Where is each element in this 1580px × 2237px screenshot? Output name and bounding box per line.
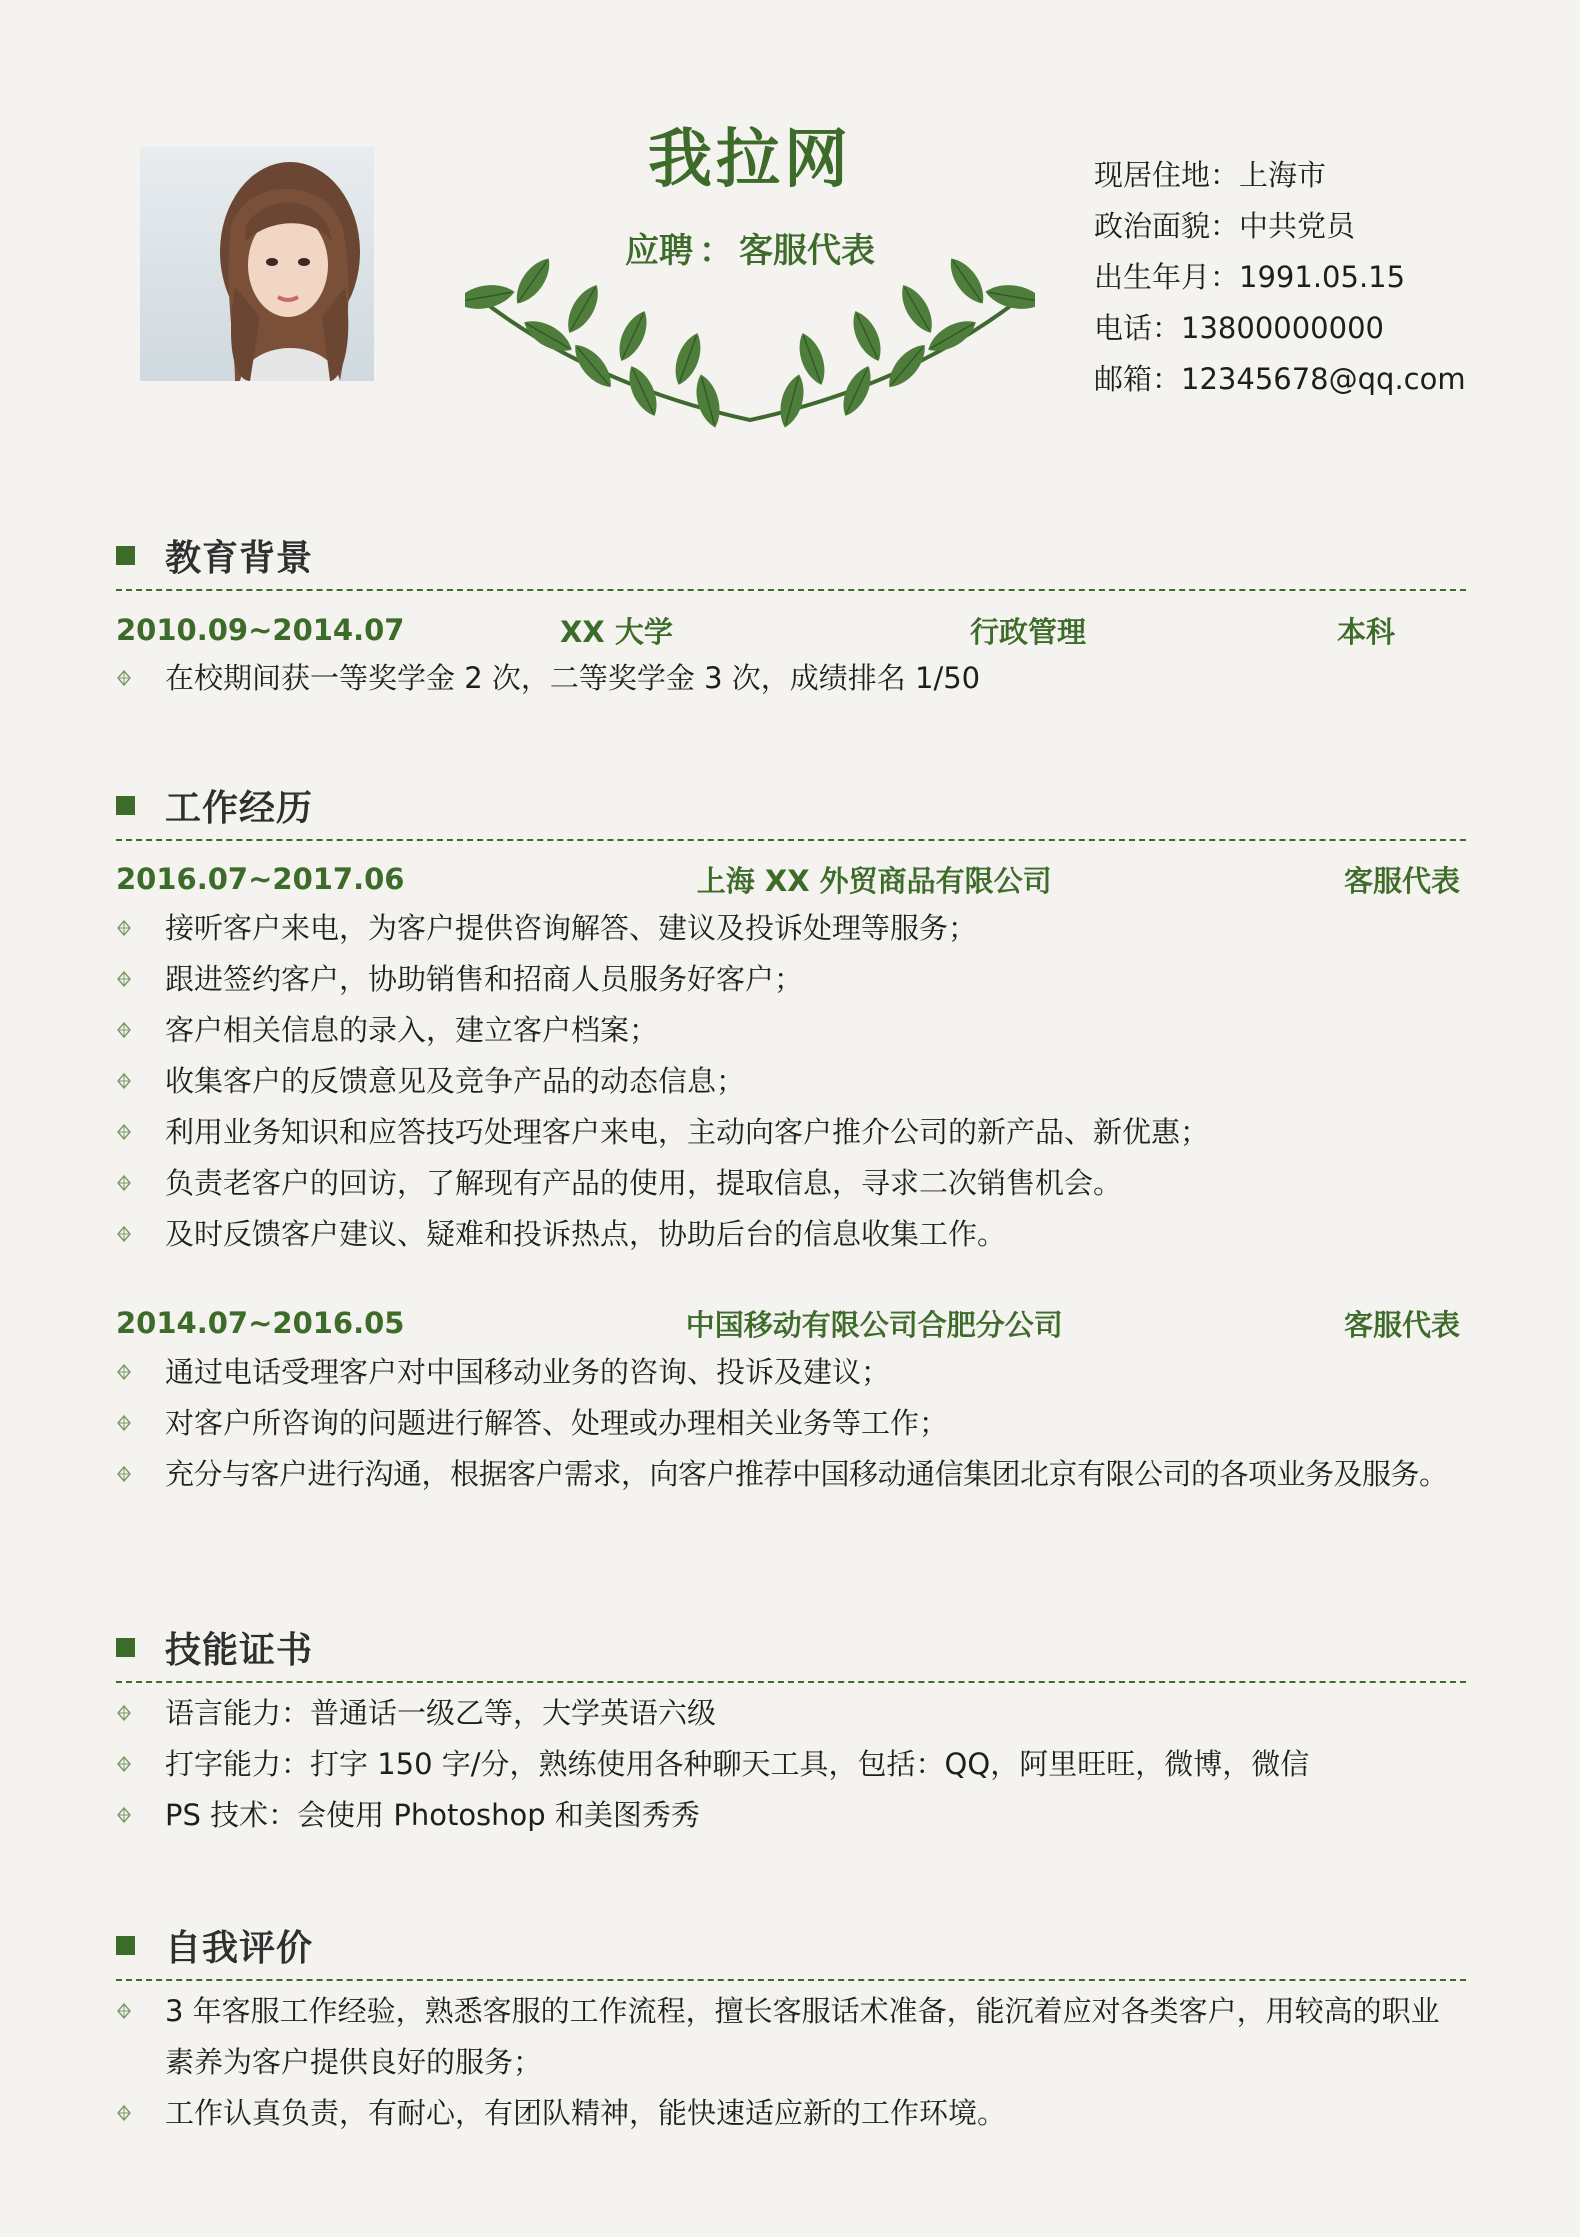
skills-section: [116, 1622, 1466, 1841]
diamond-bullet-icon: [116, 1756, 132, 1772]
job-bullets: [116, 903, 1466, 1260]
info-sep: ：: [1210, 158, 1240, 192]
bullet-text: 客户相关信息的录入，建立客户档案；: [165, 1013, 659, 1047]
list-item: [116, 1347, 1466, 1398]
job-date: 2014.07~2016.05: [116, 1306, 405, 1340]
edu-date: 2010.09~2014.07: [116, 613, 405, 647]
diamond-bullet-icon: [116, 1124, 132, 1140]
bullet-text: 负责老客户的回访，了解现有产品的使用，提取信息，寻求二次销售机会。: [165, 1166, 1123, 1200]
diamond-bullet-icon: [116, 971, 132, 987]
diamond-bullet-icon: [116, 1466, 132, 1482]
personal-info: [1094, 150, 1466, 405]
info-row-phone: [1094, 303, 1466, 354]
info-row-residence: [1094, 150, 1466, 201]
section-header: [116, 1920, 1466, 1970]
list-item: [116, 2088, 1466, 2139]
education-section: [116, 530, 1466, 704]
info-value: 13800000000: [1181, 311, 1384, 345]
edu-school: XX 大学: [560, 614, 673, 649]
job-entry-header: [116, 1302, 1466, 1344]
list-item: [116, 653, 1466, 704]
bullet-text: 工作认真负责，有耐心，有团队精神，能快速适应新的工作环境。: [165, 2096, 1007, 2130]
list-item: [116, 1107, 1466, 1158]
info-label: 邮箱: [1094, 362, 1153, 396]
bullet-text: 收集客户的反馈意见及竞争产品的动态信息；: [165, 1064, 746, 1098]
dashed-divider: [116, 1681, 1466, 1683]
info-sep: ：: [1210, 209, 1240, 243]
section-square-icon: [116, 1638, 135, 1657]
list-item: [116, 1398, 1466, 1449]
job-role: 客服代表: [1343, 1307, 1460, 1342]
info-sep: ：: [1152, 311, 1182, 345]
list-item: [116, 1739, 1466, 1790]
bullet-text: 对客户所咨询的问题进行解答、处理或办理相关业务等工作；: [165, 1406, 949, 1440]
bullet-text: 充分与客户进行沟通，根据客户需求，向客户推荐中国移动通信集团北京有限公司的各项业务及服务。: [165, 1457, 1448, 1491]
candidate-name: 我拉网: [648, 123, 852, 197]
section-title: 教育背景: [165, 537, 314, 579]
job-title: 客服代表: [739, 231, 875, 271]
diamond-bullet-icon: [116, 1073, 132, 1089]
dashed-divider: [116, 589, 1466, 591]
list-item: [116, 1158, 1466, 1209]
job-label: 应聘: [625, 231, 693, 271]
job-separator: ：: [699, 231, 733, 271]
section-square-icon: [116, 1936, 135, 1955]
job-bullets: [116, 1347, 1466, 1500]
section-header: [116, 530, 1466, 580]
diamond-bullet-icon: [116, 920, 132, 936]
diamond-bullet-icon: [116, 1226, 132, 1242]
list-item: [116, 1790, 1466, 1841]
section-square-icon: [116, 546, 135, 565]
section-square-icon: [116, 796, 135, 815]
diamond-bullet-icon: [116, 1175, 132, 1191]
job-date: 2016.07~2017.06: [116, 862, 405, 896]
skills-bullets: [116, 1688, 1466, 1841]
section-title: 自我评价: [165, 1927, 314, 1969]
diamond-bullet-icon: [116, 1364, 132, 1380]
bullet-text: 在校期间获一等奖学金 2 次，二等奖学金 3 次，成绩排名 1/50: [165, 661, 981, 695]
info-sep: ：: [1210, 260, 1240, 294]
list-item: [116, 1986, 1466, 2088]
diamond-bullet-icon: [116, 1807, 132, 1823]
bullet-text: 跟进签约客户，协助销售和招商人员服务好客户；: [165, 962, 804, 996]
info-row-email: [1094, 354, 1466, 405]
bullet-text: 3 年客服工作经验，熟悉客服的工作流程，擅长客服话术准备，能沉着应对各类客户，用较高的职业素养为客户提供良好的服务；: [165, 1994, 1440, 2079]
job-entry-header: [116, 858, 1466, 900]
bullet-text: 及时反馈客户建议、疑难和投诉热点，协助后台的信息收集工作。: [165, 1217, 1007, 1251]
list-item: [116, 1209, 1466, 1260]
bullet-text: 语言能力：普通话一级乙等，大学英语六级: [165, 1696, 717, 1730]
info-sep: ：: [1152, 362, 1182, 396]
self-evaluation-section: [116, 1920, 1466, 2139]
self-bullets: [116, 1986, 1466, 2139]
job-company: 中国移动有限公司合肥分公司: [685, 1307, 1063, 1342]
diamond-bullet-icon: [116, 670, 132, 686]
job-company: 上海 XX 外贸商品有限公司: [696, 863, 1052, 898]
info-label: 现居住地: [1094, 158, 1211, 192]
list-item: [116, 903, 1466, 954]
info-row-birth: [1094, 252, 1466, 303]
job-role: 客服代表: [1343, 863, 1460, 898]
diamond-bullet-icon: [116, 1415, 132, 1431]
bullet-text: 打字能力：打字 150 字/分，熟练使用各种聊天工具，包括：QQ，阿里旺旺，微博，微信: [165, 1747, 1310, 1781]
edu-major: 行政管理: [970, 614, 1087, 649]
portrait-image: [140, 147, 374, 381]
info-row-political: [1094, 201, 1466, 252]
section-title: 技能证书: [165, 1629, 314, 1671]
list-item: [116, 1005, 1466, 1056]
profile-photo: [140, 147, 374, 381]
dashed-divider: [116, 1979, 1466, 1981]
section-header: [116, 780, 1466, 830]
diamond-bullet-icon: [116, 1022, 132, 1038]
info-value: 12345678@qq.com: [1181, 362, 1466, 396]
bullet-text: 通过电话受理客户对中国移动业务的咨询、投诉及建议；: [165, 1355, 891, 1389]
list-item: [116, 1449, 1466, 1500]
diamond-bullet-icon: [116, 2105, 132, 2121]
info-value: 中共党员: [1239, 209, 1356, 243]
job-objective: [500, 231, 1000, 271]
education-entry-header: [116, 609, 1466, 651]
info-value: 1991.05.15: [1239, 260, 1406, 294]
section-title: 工作经历: [165, 787, 314, 829]
bullet-text: PS 技术：会使用 Photoshop 和美图秀秀: [165, 1798, 700, 1832]
dashed-divider: [116, 839, 1466, 841]
diamond-bullet-icon: [116, 2003, 132, 2019]
info-label: 政治面貌: [1094, 209, 1211, 243]
list-item: [116, 1056, 1466, 1107]
info-value: 上海市: [1239, 158, 1327, 192]
list-item: [116, 954, 1466, 1005]
info-label: 出生年月: [1094, 260, 1211, 294]
edu-degree: 本科: [1337, 614, 1396, 649]
info-label: 电话: [1094, 311, 1153, 345]
bullet-text: 利用业务知识和应答技巧处理客户来电，主动向客户推介公司的新产品、新优惠；: [165, 1115, 1210, 1149]
list-item: [116, 1688, 1466, 1739]
section-header: [116, 1622, 1466, 1672]
bullet-text: 接听客户来电，为客户提供咨询解答、建议及投诉处理等服务；: [165, 911, 978, 945]
diamond-bullet-icon: [116, 1705, 132, 1721]
work-section: [116, 780, 1466, 1500]
